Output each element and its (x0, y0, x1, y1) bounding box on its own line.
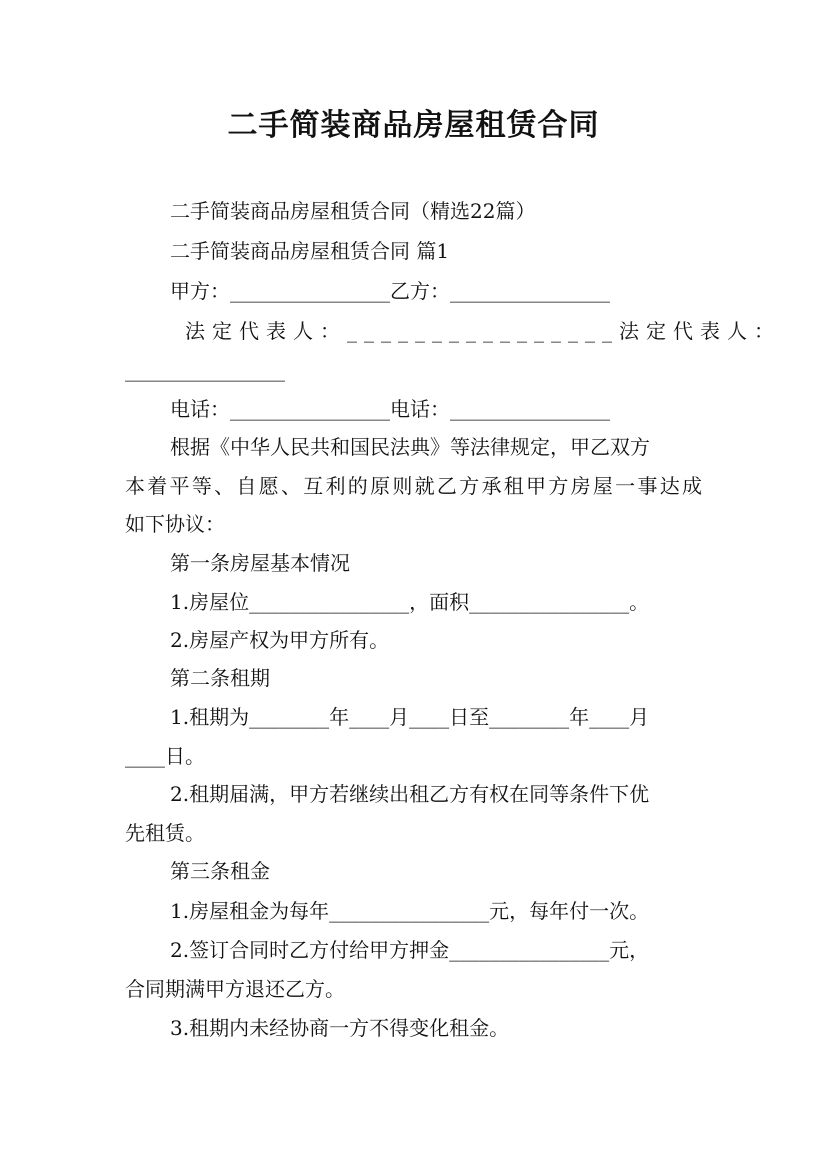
clause-heading: 第一条房屋基本情况 (170, 551, 350, 575)
clause-heading: 第二条租期 (170, 666, 270, 690)
clause-item: 2.房屋产权为甲方所有。 (170, 628, 390, 652)
clause-item: 2.签订合同时乙方付给甲方押金________________元， (170, 938, 650, 962)
clause-item: 3.租期内未经协商一方不得变化租金。 (170, 1016, 510, 1040)
phone-line: 电话：________________电话：________________ (170, 397, 610, 421)
document-title: 二手简装商品房屋租赁合同 (227, 108, 600, 143)
paragraph-line: 本着平等、自愿、互利的原则就乙方承租甲方房屋一事达成 (125, 474, 702, 498)
clause-item-continuation: 合同期满甲方退还乙方。 (125, 977, 345, 1001)
clause-item: 2.租期届满，甲方若继续出租乙方有权在同等条件下优 (170, 782, 650, 806)
clause-item: 1.房屋位________________，面积________________。 (170, 590, 650, 614)
representative-line: 法定代表人：________________法定代表人： (185, 319, 781, 343)
clause-heading: 第三条租金 (170, 859, 270, 883)
clause-item-continuation: ____日。 (125, 744, 205, 768)
clause-item: 1.房屋租金为每年________________元，每年付一次。 (170, 899, 650, 923)
party-line: 甲方：________________乙方：________________ (170, 279, 610, 303)
clause-item-continuation: 先租赁。 (125, 821, 205, 845)
paragraph-line: 根据《中华人民共和国民法典》等法律规定，甲乙双方 (170, 435, 650, 459)
clause-item: 1.租期为________年____月____日至________年____月 (170, 705, 650, 729)
section-heading: 二手简装商品房屋租赁合同 篇1 (170, 239, 450, 263)
subtitle-line: 二手简装商品房屋租赁合同（精选22篇） (170, 199, 536, 223)
paragraph-line: 如下协议： (125, 512, 225, 536)
representative-blank: ________________ (125, 358, 285, 382)
